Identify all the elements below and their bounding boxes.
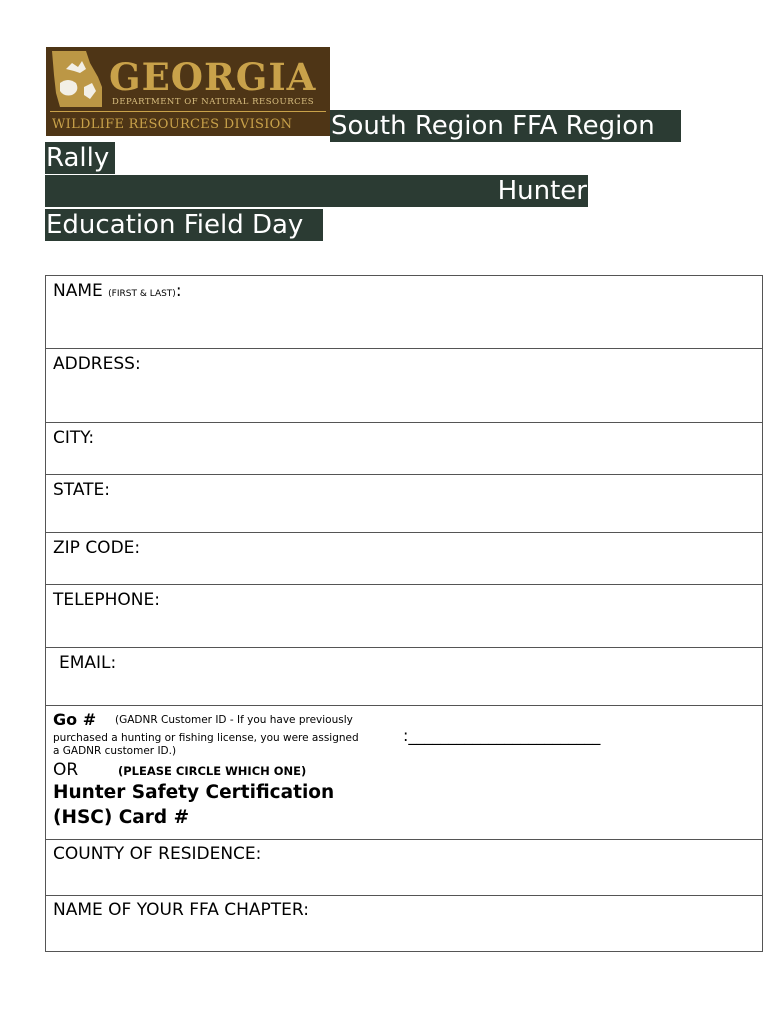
state-label: STATE: — [53, 480, 111, 500]
county-label: COUNTY OF RESIDENCE: — [53, 844, 262, 864]
georgia-map-icon — [46, 47, 110, 113]
or-label: OR — [53, 760, 79, 780]
logo-department-text: DEPARTMENT OF NATURAL RESOURCES — [112, 97, 315, 107]
address-label: ADDRESS: — [53, 354, 141, 374]
go-number-note-1: (GADNR Customer ID - If you have previously — [115, 714, 353, 726]
title-line-1: South Region FFA Region — [330, 110, 681, 142]
go-number-row[interactable] — [46, 706, 762, 840]
go-number-label: Go # — [53, 710, 97, 729]
zip-code-row[interactable] — [46, 533, 762, 585]
city-row[interactable] — [46, 423, 762, 475]
email-row[interactable] — [46, 648, 762, 706]
logo-divider — [50, 111, 326, 112]
address-row[interactable] — [46, 349, 762, 423]
telephone-label: TELEPHONE: — [53, 590, 160, 610]
state-row[interactable] — [46, 475, 762, 533]
email-label: EMAIL: — [59, 653, 117, 673]
title-line-2: Rally — [45, 142, 115, 174]
telephone-row[interactable] — [46, 585, 762, 648]
logo-division-text: WILDLIFE RESOURCES DIVISION — [52, 117, 293, 132]
title-line-4: Education Field Day — [45, 209, 323, 241]
circle-instruction: (PLEASE CIRCLE WHICH ONE) — [118, 764, 307, 778]
zip-code-label: ZIP CODE: — [53, 538, 141, 558]
title-line-3: Hunter — [45, 175, 588, 207]
county-row[interactable] — [46, 840, 762, 896]
hsc-card-label: Hunter Safety Certification (HSC) Card # — [53, 782, 335, 828]
name-hint: (FIRST & LAST) — [108, 289, 176, 299]
name-label: NAME (FIRST & LAST): — [53, 281, 182, 301]
registration-form — [45, 275, 763, 952]
gadnr-logo — [46, 47, 330, 136]
ffa-chapter-row[interactable] — [46, 896, 762, 953]
go-number-note-2: purchased a hunting or fishing license, you were assigned a GADNR customer ID.) — [53, 732, 359, 757]
logo-state-text: GEORGIA — [109, 55, 317, 99]
go-number-answer-line[interactable]: :________________________ — [403, 726, 601, 745]
city-label: CITY: — [53, 428, 95, 448]
ffa-chapter-label: NAME OF YOUR FFA CHAPTER: — [53, 900, 309, 920]
name-row[interactable] — [46, 276, 762, 349]
